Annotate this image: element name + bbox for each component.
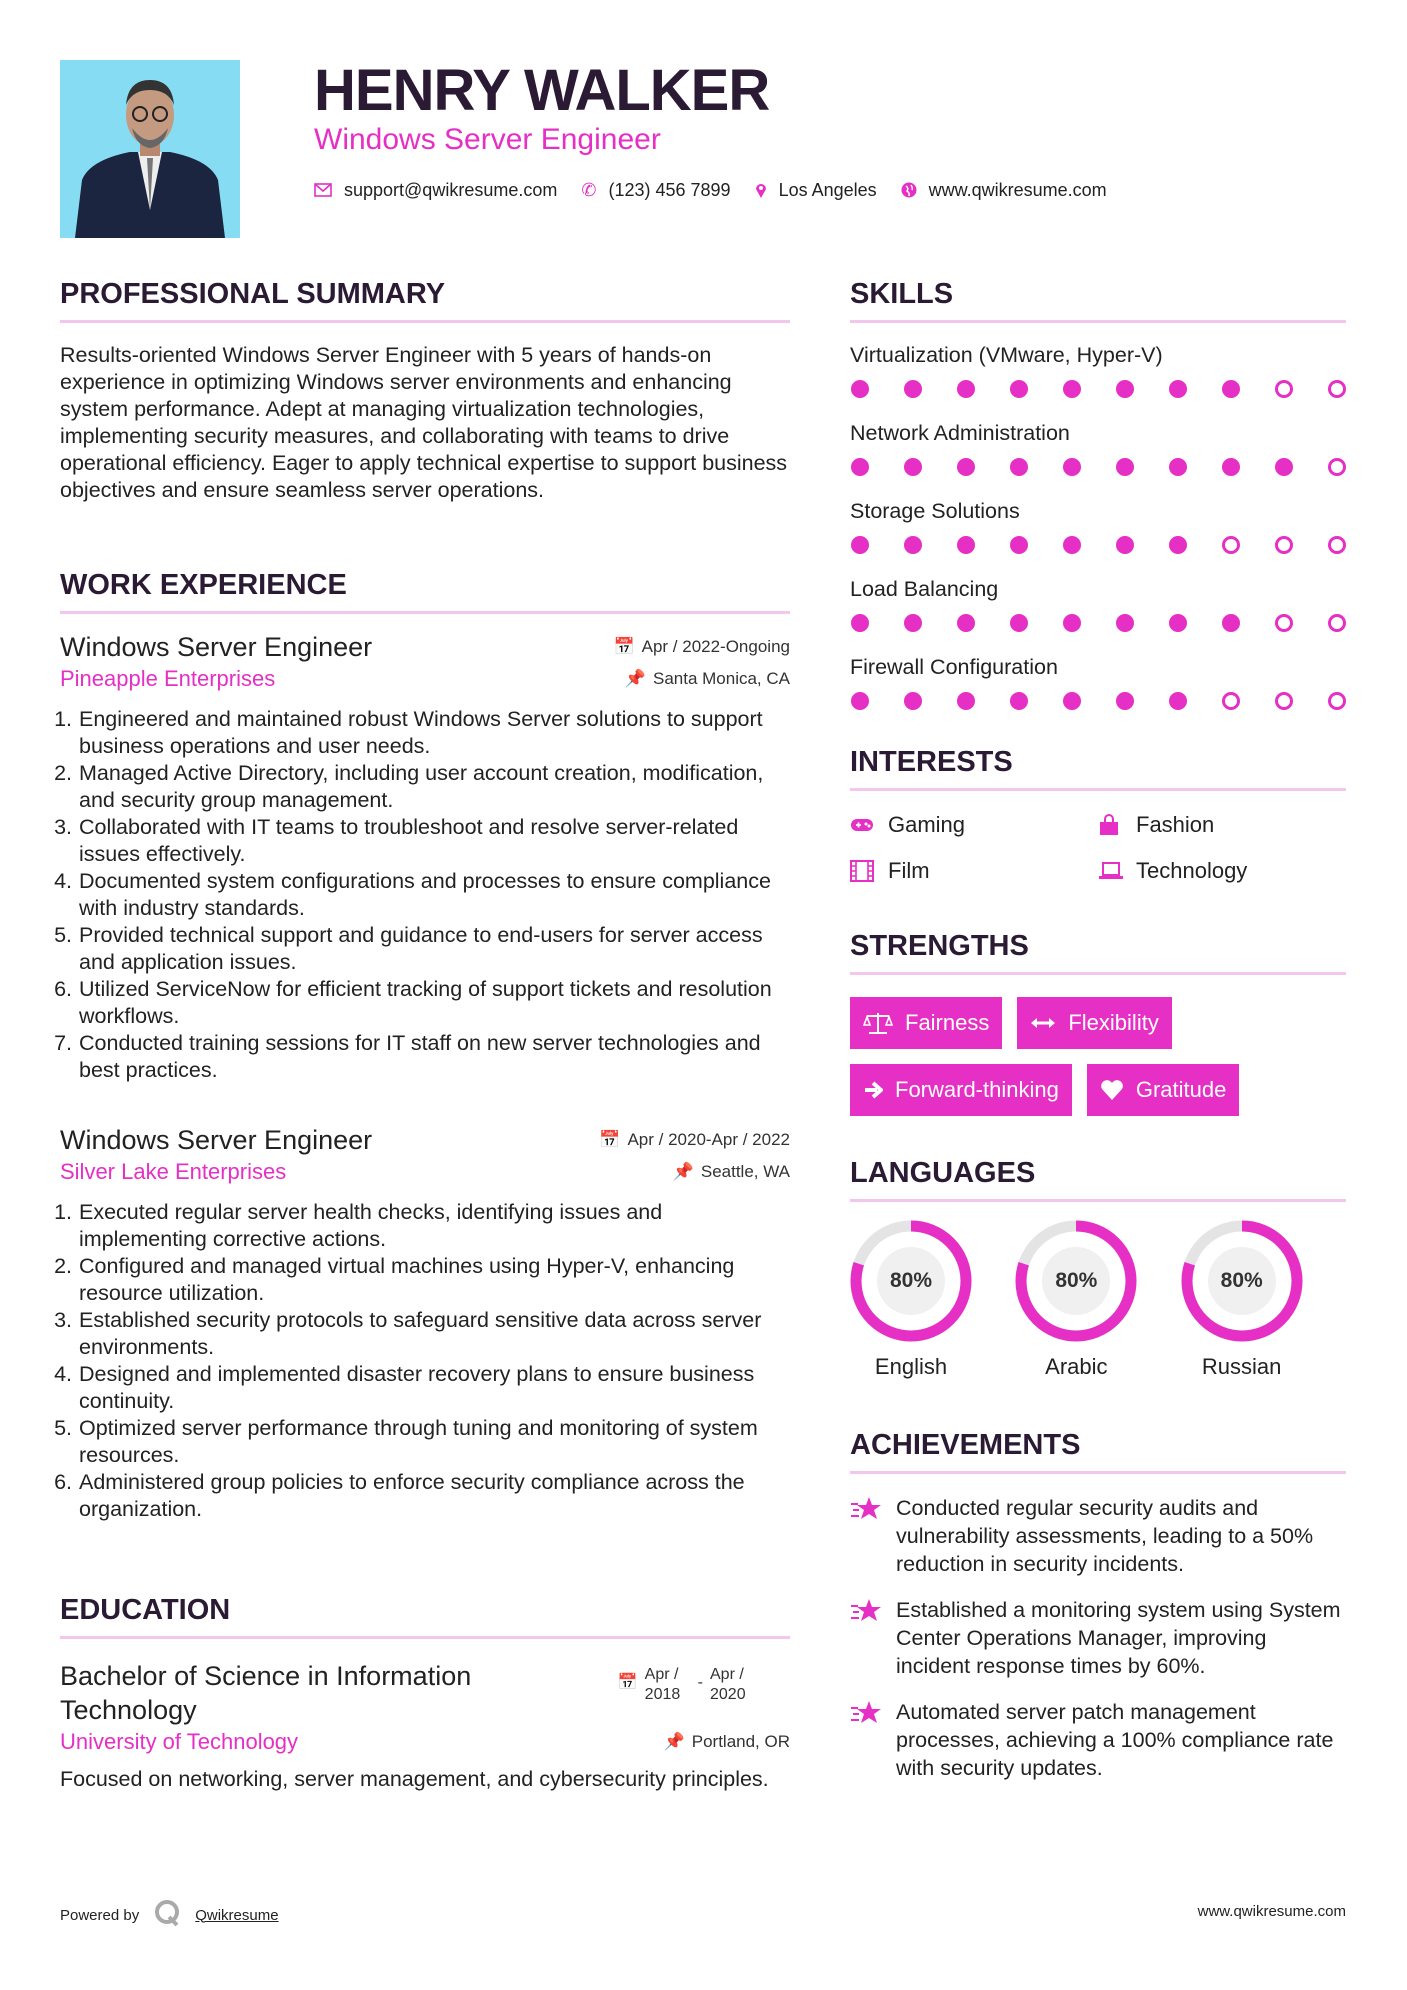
qwikresume-logo-icon <box>153 1899 181 1931</box>
filled-dot-icon <box>1063 380 1081 398</box>
school: University of Technology <box>60 1729 299 1754</box>
empty-dot-icon <box>1222 536 1240 554</box>
candidate-name: HENRY WALKER <box>314 58 770 123</box>
language-percent: 80% <box>1220 1269 1263 1292</box>
filled-dot-icon <box>1169 692 1187 710</box>
edu-start: Apr / 2018 <box>644 1666 681 1703</box>
bullet-item: 5. Provided technical support and guidance to end-users for server access and application issues. <box>78 922 790 976</box>
bullet-item: 6. Administered group policies to enforce security compliance across the organization. <box>78 1469 790 1523</box>
pin-icon: 📌 <box>624 669 646 688</box>
language-item <box>1181 1220 1346 1380</box>
edu-end: Apr / 2020 <box>710 1666 746 1703</box>
filled-dot-icon <box>1169 614 1187 632</box>
film-icon <box>850 860 876 882</box>
filled-dot-icon <box>957 458 975 476</box>
summary-section <box>60 278 790 504</box>
balance-scale-icon <box>863 1011 893 1035</box>
section-heading: EDUCATION <box>60 1594 790 1639</box>
skill-rating <box>850 613 1346 633</box>
skill-rating <box>850 535 1346 555</box>
arrows-h-icon <box>1030 1016 1056 1030</box>
job-date: 📅 Apr / 2020-Apr / 2022 <box>599 1130 790 1149</box>
filled-dot-icon <box>1275 458 1293 476</box>
job-location: 📌 Seattle, WA <box>672 1162 790 1181</box>
pin-icon: 📌 <box>663 1732 685 1751</box>
edu-location: 📌 Portland, OR <box>663 1732 790 1751</box>
section-heading: ACHIEVEMENTS <box>850 1429 1346 1474</box>
education-section <box>60 1594 790 1793</box>
filled-dot-icon <box>851 692 869 710</box>
skill-item <box>850 576 1346 633</box>
degree: Bachelor of Science in Information Technology <box>60 1661 472 1725</box>
footer-website[interactable]: www.qwikresume.com <box>1197 1903 1346 1920</box>
heart-icon <box>1100 1079 1124 1101</box>
filled-dot-icon <box>1169 536 1187 554</box>
filled-dot-icon <box>957 692 975 710</box>
filled-dot-icon <box>851 614 869 632</box>
language-donut <box>1181 1220 1303 1342</box>
bullet-item: 6. Utilized ServiceNow for efficient tracking of support tickets and resolution workflows. <box>78 976 790 1030</box>
interest-item: Technology <box>1098 857 1346 884</box>
gamepad-icon <box>850 817 876 833</box>
envelope-icon <box>314 183 332 197</box>
empty-dot-icon <box>1275 380 1293 398</box>
job-entry <box>60 630 790 1084</box>
bullet-item: 1. Executed regular server health checks, identifying issues and implementing corrective actions. <box>78 1199 790 1253</box>
section-heading: INTERESTS <box>850 746 1346 791</box>
skill-rating <box>850 691 1346 711</box>
edu-description: Focused on networking, server management, and cybersecurity principles. <box>60 1767 769 1791</box>
language-percent: 80% <box>1055 1269 1098 1292</box>
filled-dot-icon <box>851 536 869 554</box>
filled-dot-icon <box>1222 380 1240 398</box>
contact-location: Los Angeles <box>778 180 877 200</box>
calendar-icon: 📅 <box>599 1130 621 1149</box>
section-heading: PROFESSIONAL SUMMARY <box>60 278 790 323</box>
filled-dot-icon <box>1063 458 1081 476</box>
star-icon <box>850 1700 882 1782</box>
bullet-item: 3. Established security protocols to safeguard sensitive data across server environments. <box>78 1307 790 1361</box>
section-heading: WORK EXPERIENCE <box>60 569 790 614</box>
filled-dot-icon <box>1222 614 1240 632</box>
filled-dot-icon <box>1116 458 1134 476</box>
profile-photo <box>60 60 240 238</box>
filled-dot-icon <box>904 380 922 398</box>
interests-section <box>850 746 1346 884</box>
filled-dot-icon <box>904 614 922 632</box>
filled-dot-icon <box>1010 380 1028 398</box>
language-donut <box>1015 1220 1137 1342</box>
language-percent: 80% <box>889 1269 933 1292</box>
skill-name: Load Balancing <box>850 577 999 601</box>
skill-rating <box>850 457 1346 477</box>
job-entry <box>60 1123 790 1523</box>
company-name: Silver Lake Enterprises <box>60 1159 287 1184</box>
laptop-icon <box>1098 861 1124 881</box>
shopping-bag-icon <box>1098 814 1124 836</box>
filled-dot-icon <box>1063 614 1081 632</box>
filled-dot-icon <box>1116 692 1134 710</box>
skill-item <box>850 342 1346 399</box>
filled-dot-icon <box>1010 692 1028 710</box>
bullet-item: 3. Collaborated with IT teams to troubleshoot and resolve server-related issues effectively. <box>78 814 790 868</box>
contact-email[interactable]: support@qwikresume.com <box>344 180 558 200</box>
pin-icon: 📌 <box>672 1162 694 1181</box>
filled-dot-icon <box>1169 458 1187 476</box>
filled-dot-icon <box>1169 380 1187 398</box>
job-location: 📌 Santa Monica, CA <box>624 669 790 688</box>
candidate-title: Windows Server Engineer <box>314 123 661 156</box>
section-heading: SKILLS <box>850 278 1346 323</box>
job-bullets <box>60 706 790 1084</box>
filled-dot-icon <box>957 614 975 632</box>
calendar-icon: 📅 <box>617 1674 638 1691</box>
skill-name: Virtualization (VMware, Hyper-V) <box>850 343 1163 367</box>
achievement-item: Automated server patch management processes, achieving a 100% compliance rate with security updates. <box>850 1698 1346 1782</box>
filled-dot-icon <box>851 458 869 476</box>
arrow-right-icon <box>863 1080 883 1100</box>
contact-phone: (123) 456 7899 <box>608 180 731 200</box>
education-dates: 📅 Apr / 2018 - Apr / 2020 <box>618 1665 756 1727</box>
achievements-section <box>850 1429 1346 1782</box>
skill-item <box>850 498 1346 555</box>
bullet-item: 2. Configured and managed virtual machines using Hyper-V, enhancing resource utilization. <box>78 1253 790 1307</box>
filled-dot-icon <box>1010 536 1028 554</box>
bullet-item: 1. Engineered and maintained robust Windows Server solutions to support business operations and user needs. <box>78 706 790 760</box>
filled-dot-icon <box>1116 614 1134 632</box>
language-name: English <box>874 1354 948 1379</box>
filled-dot-icon <box>851 380 869 398</box>
bullet-item: 5. Optimized server performance through tuning and monitoring of system resources. <box>78 1415 790 1469</box>
skill-rating <box>850 379 1346 399</box>
job-date: 📅 Apr / 2022-Ongoing <box>613 637 790 656</box>
job-bullets <box>60 1199 790 1523</box>
strength-tag: Forward-thinking <box>850 1064 1072 1116</box>
interest-item: Film <box>850 857 1098 884</box>
phone-icon: ✆ <box>581 180 597 200</box>
bullet-item: 4. Designed and implemented disaster recovery plans to ensure business continuity. <box>78 1361 790 1415</box>
bullet-item: 4. Documented system configurations and processes to ensure compliance with industry standards. <box>78 868 790 922</box>
filled-dot-icon <box>1116 536 1134 554</box>
empty-dot-icon <box>1328 692 1346 710</box>
globe-icon <box>901 182 917 198</box>
interest-item: Gaming <box>850 811 1098 838</box>
calendar-icon: 📅 <box>613 637 635 656</box>
filled-dot-icon <box>1116 380 1134 398</box>
contact-website[interactable]: www.qwikresume.com <box>928 180 1107 200</box>
filled-dot-icon <box>1063 692 1081 710</box>
filled-dot-icon <box>904 536 922 554</box>
strength-tag: Fairness <box>850 997 1002 1049</box>
language-item <box>1015 1220 1180 1380</box>
map-marker-icon <box>755 182 767 199</box>
skill-name: Storage Solutions <box>850 499 1020 523</box>
empty-dot-icon <box>1328 614 1346 632</box>
filled-dot-icon <box>1010 614 1028 632</box>
footer-powered: Powered by Qwikresume <box>60 1899 279 1931</box>
empty-dot-icon <box>1222 692 1240 710</box>
strength-tag: Flexibility <box>1017 997 1171 1049</box>
skill-name: Network Administration <box>850 421 1070 445</box>
strength-tag: Gratitude <box>1087 1064 1240 1116</box>
summary-text: Results-oriented Windows Server Engineer with 5 years of hands-on experience in optimizing Windows server environments and enhancing system performance. Adept at managing virtualization technologies, implementing security measures, and collaborating with teams to drive operational efficiency. Eager to apply technical expertise to support business objectives and ensure seamless server operations. <box>60 343 788 502</box>
achievement-item: Conducted regular security audits and vulnerability assessments, leading to a 50% reduction in security incidents. <box>850 1494 1346 1578</box>
filled-dot-icon <box>904 458 922 476</box>
language-name: Russian <box>1201 1354 1282 1379</box>
empty-dot-icon <box>1275 536 1293 554</box>
star-icon <box>850 1598 882 1680</box>
bullet-item: 7. Conducted training sessions for IT staff on new server technologies and best practices. <box>78 1030 790 1084</box>
brand-link[interactable]: Qwikresume <box>195 1906 279 1924</box>
strengths-section <box>850 930 1346 1116</box>
empty-dot-icon <box>1275 692 1293 710</box>
contact-bar <box>314 178 1131 202</box>
achievement-item: Established a monitoring system using System Center Operations Manager, improving incident response times by 60%. <box>850 1596 1346 1680</box>
language-name: Arabic <box>1045 1354 1108 1379</box>
filled-dot-icon <box>1010 458 1028 476</box>
skill-item <box>850 654 1346 711</box>
filled-dot-icon <box>957 380 975 398</box>
empty-dot-icon <box>1328 536 1346 554</box>
languages-section <box>850 1157 1346 1380</box>
language-item <box>850 1220 1015 1380</box>
filled-dot-icon <box>957 536 975 554</box>
filled-dot-icon <box>1222 458 1240 476</box>
section-heading: LANGUAGES <box>850 1157 1346 1202</box>
bullet-item: 2. Managed Active Directory, including user account creation, modification, and security group management. <box>78 760 790 814</box>
star-icon <box>850 1496 882 1578</box>
work-section <box>60 569 790 614</box>
job-title: Windows Server Engineer <box>60 632 373 662</box>
filled-dot-icon <box>904 692 922 710</box>
empty-dot-icon <box>1328 380 1346 398</box>
interest-item: Fashion <box>1098 811 1346 838</box>
skill-item <box>850 420 1346 477</box>
company-name: Pineapple Enterprises <box>60 666 276 691</box>
skills-section <box>850 278 1346 711</box>
filled-dot-icon <box>1063 536 1081 554</box>
empty-dot-icon <box>1328 458 1346 476</box>
section-heading: STRENGTHS <box>850 930 1346 975</box>
skill-name: Firewall Configuration <box>850 655 1058 679</box>
job-title: Windows Server Engineer <box>60 1125 373 1155</box>
empty-dot-icon <box>1275 614 1293 632</box>
language-donut <box>850 1220 972 1342</box>
